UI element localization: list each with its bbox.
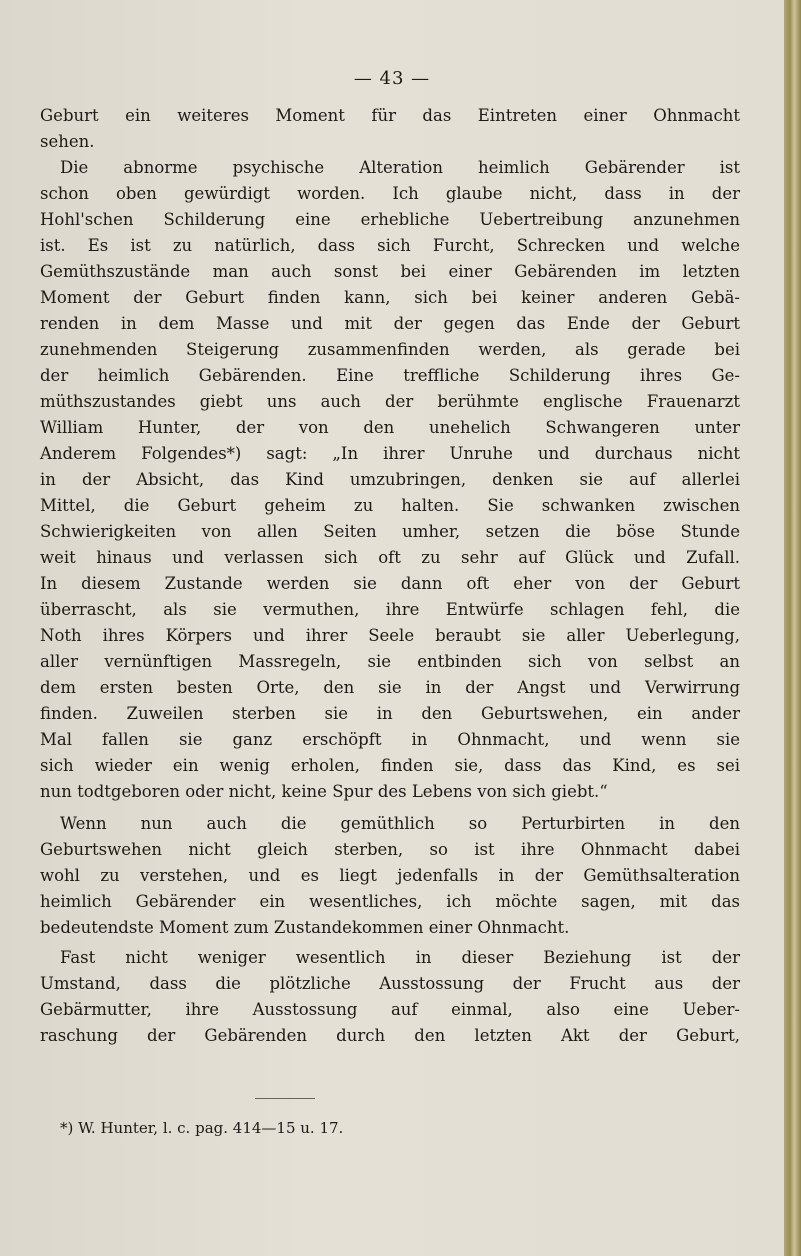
text-line: schon oben gewürdigt worden. Ich glaube nicht, dass in der	[40, 184, 740, 203]
text-line: Gebärmutter, ihre Ausstossung auf einmal, also eine Ueber-	[40, 1000, 740, 1019]
text-line: wohl zu verstehen, und es liegt jedenfalls in der Gemüthsalteration	[40, 866, 740, 885]
text-line: In diesem Zustande werden sie dann oft eher von der Geburt	[40, 574, 740, 593]
text-line: aller vernünftigen Massregeln, sie entbinden sich von selbst an	[40, 652, 740, 671]
text-line: ist. Es ist zu natürlich, dass sich Furcht, Schrecken und welche	[40, 236, 740, 255]
text-line: finden. Zuweilen sterben sie in den Geburtswehen, ein ander	[40, 704, 740, 723]
text-line: Moment der Geburt finden kann, sich bei keiner anderen Gebä-	[40, 288, 740, 307]
text-line: Fast nicht weniger wesentlich in dieser Beziehung ist der	[60, 948, 740, 967]
text-line: Wenn nun auch die gemüthlich so Perturbirten in den	[60, 814, 740, 833]
page-number: — 43 —	[353, 68, 431, 89]
text-line: heimlich Gebärender ein wesentliches, ich möchte sagen, mit das	[40, 892, 740, 911]
text-line: bedeutendste Moment zum Zustandekommen einer Ohnmacht.	[40, 918, 570, 937]
text-line: sehen.	[40, 132, 95, 151]
book-edge	[784, 0, 801, 1256]
text-line: dem ersten besten Orte, den sie in der Angst und Verwirrung	[40, 678, 740, 697]
text-line: Geburt ein weiteres Moment für das Eintreten einer Ohnmacht	[40, 106, 740, 125]
text-line: zunehmenden Steigerung zusammenfinden werden, als gerade bei	[40, 340, 740, 359]
text-line: Gemüthszustände man auch sonst bei einer Gebärenden im letzten	[40, 262, 740, 281]
text-line: Mittel, die Geburt geheim zu halten. Sie schwanken zwischen	[40, 496, 740, 515]
text-line: renden in dem Masse und mit der gegen das Ende der Geburt	[40, 314, 740, 333]
text-line: Schwierigkeiten von allen Seiten umher, setzen die böse Stunde	[40, 522, 740, 541]
text-line: in der Absicht, das Kind umzubringen, denken sie auf allerlei	[40, 470, 740, 489]
footnote: *) W. Hunter, l. c. pag. 414—15 u. 17.	[60, 1119, 344, 1137]
text-line: Umstand, dass die plötzliche Ausstossung der Frucht aus der	[40, 974, 740, 993]
text-line: Die abnorme psychische Alteration heimlich Gebärender ist	[60, 158, 740, 177]
text-line: Geburtswehen nicht gleich sterben, so ist ihre Ohnmacht dabei	[40, 840, 740, 859]
text-line: der heimlich Gebärenden. Eine treffliche Schilderung ihres Ge-	[40, 366, 740, 385]
text-line: Noth ihres Körpers und ihrer Seele beraubt sie aller Ueberlegung,	[40, 626, 740, 645]
text-line: Mal fallen sie ganz erschöpft in Ohnmacht, und wenn sie	[40, 730, 740, 749]
text-line: überrascht, als sie vermuthen, ihre Entwürfe schlagen fehl, die	[40, 600, 740, 619]
text-line: sich wieder ein wenig erholen, finden sie, dass das Kind, es sei	[40, 756, 740, 775]
text-line: nun todtgeboren oder nicht, keine Spur des Lebens von sich giebt.“	[40, 782, 608, 801]
footnote-rule	[255, 1098, 315, 1099]
text-line: William Hunter, der von den unehelich Schwangeren unter	[40, 418, 740, 437]
text-line: raschung der Gebärenden durch den letzten Akt der Geburt,	[40, 1026, 740, 1045]
text-line: Anderem Folgendes*) sagt: „In ihrer Unruhe und durchaus nicht	[40, 444, 740, 463]
text-line: weit hinaus und verlassen sich oft zu sehr auf Glück und Zufall.	[40, 548, 740, 567]
text-line: müthszustandes giebt uns auch der berühmte englische Frauenarzt	[40, 392, 740, 411]
text-line: Hohl'schen Schilderung eine erhebliche Uebertreibung anzunehmen	[40, 210, 740, 229]
